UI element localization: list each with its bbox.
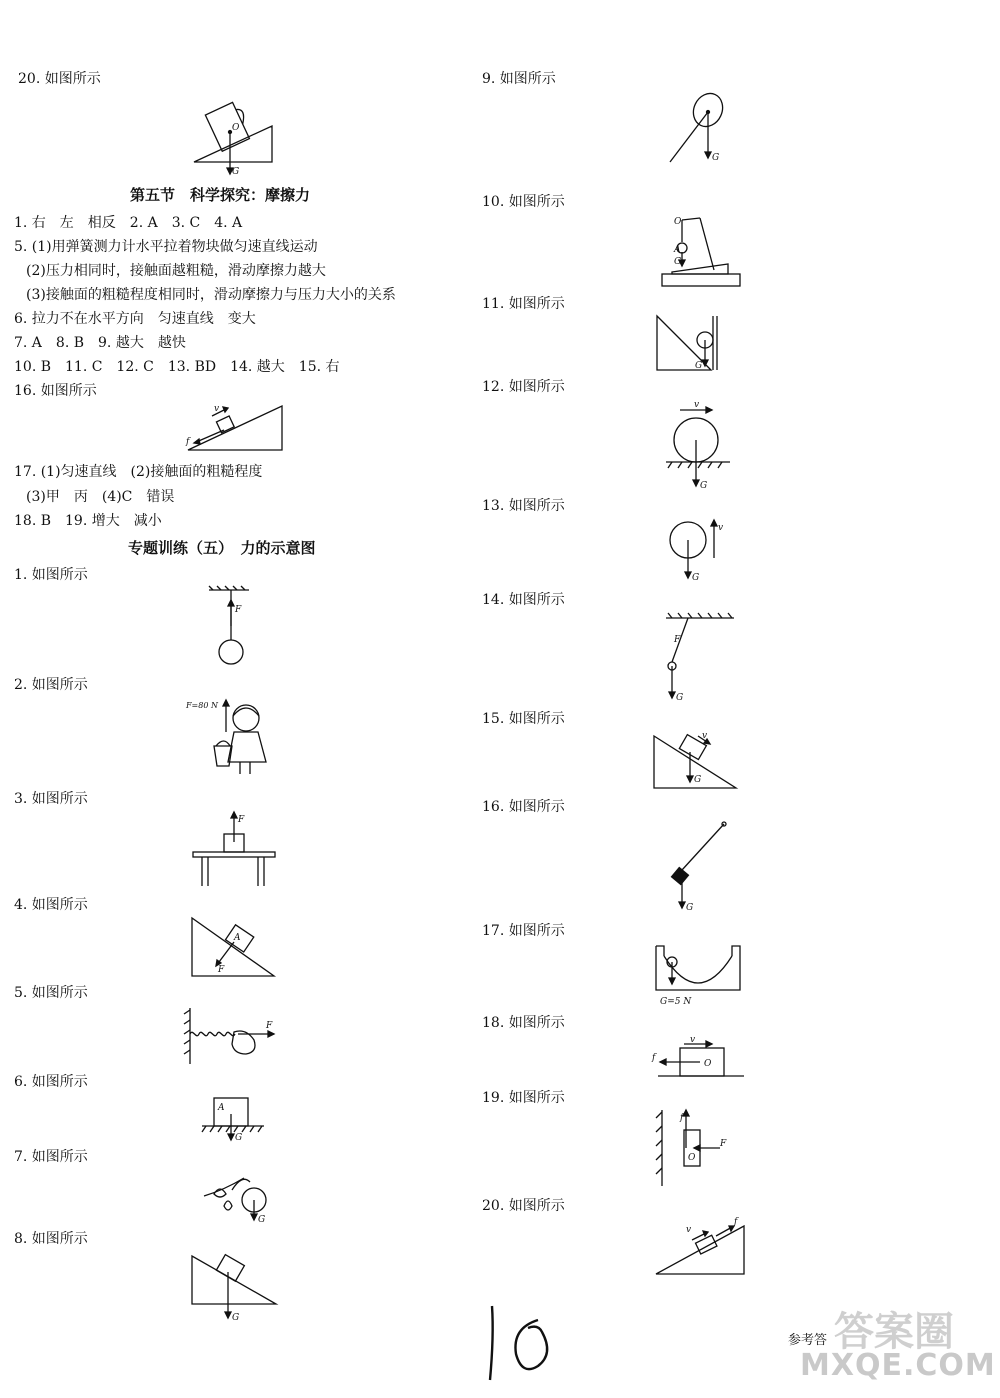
label-o: O [232, 123, 240, 133]
label-v: v [718, 523, 724, 533]
watermark-site: MXQE.COM [800, 1348, 996, 1383]
left-item-3: 3. 如图所示 [14, 791, 88, 807]
label-g: G [686, 903, 694, 913]
figure-apple-branch [200, 1170, 274, 1226]
label-g: G [676, 693, 684, 703]
right-item-20: 20. 如图所示 [482, 1198, 565, 1214]
figure-block-ground [198, 1094, 268, 1142]
figure-spring-hand [182, 1006, 282, 1068]
answer-line-1: 1. 右 左 相反 2. A 3. C 4. A [14, 215, 243, 231]
label-g: G [232, 167, 240, 177]
label-v: v [690, 1035, 696, 1045]
figure-rolling-ball [660, 398, 736, 492]
special-training-title: 专题训练（五） 力的示意图 [128, 539, 316, 557]
answer-line-5: 6. 拉力不在水平方向 匀速直线 变大 [14, 311, 256, 327]
figure-incline-block-friction [182, 398, 286, 458]
figure-ball-incline-wall [655, 314, 721, 372]
label-f80: F=80 N [186, 701, 218, 710]
label-o: O [674, 217, 682, 227]
label-g5: G=5 N [660, 997, 692, 1007]
label-o: O [688, 1153, 696, 1163]
label-g: G [232, 1313, 240, 1323]
label-g: G [712, 153, 720, 163]
right-item-9: 9. 如图所示 [482, 71, 556, 87]
label-g: G [674, 257, 682, 267]
answer-line-7: 10. B 11. C 12. C 13. BD 14. 越大 15. 右 [14, 359, 340, 375]
section5-title: 第五节 科学探究：摩擦力 [130, 186, 311, 204]
label-g: G [258, 1215, 266, 1225]
label-f: f [652, 1053, 656, 1063]
label-f-small: f [680, 1113, 684, 1123]
right-item-17: 17. 如图所示 [482, 923, 565, 939]
figure-incline-block-a [190, 914, 278, 980]
label-v: v [214, 404, 220, 414]
right-item-11: 11. 如图所示 [482, 296, 565, 312]
label-a: A [218, 1103, 225, 1113]
right-item-12: 12. 如图所示 [482, 379, 565, 395]
answer-line-3: (2)压力相同时，接触面越粗糙，滑动摩擦力越大 [26, 263, 326, 279]
label-f: f [734, 1217, 738, 1227]
answer-line-9: 17. (1)匀速直线 (2)接触面的粗糙程度 [14, 464, 263, 480]
figure-hanging-ball [205, 586, 255, 668]
figure-incline-cup [192, 92, 282, 177]
right-item-14: 14. 如图所示 [482, 592, 565, 608]
label-g: G [700, 481, 708, 491]
answer-line-6: 7. A 8. B 9. 越大 越快 [14, 335, 186, 351]
label-f: F [238, 815, 245, 825]
left-item-5: 5. 如图所示 [14, 985, 88, 1001]
label-g: G [694, 775, 702, 785]
figure-girl-bucket [186, 696, 282, 780]
label-v: v [702, 731, 708, 741]
left-item-7: 7. 如图所示 [14, 1149, 88, 1165]
label-g: G [692, 573, 700, 583]
label-f: F [266, 1021, 273, 1031]
answer-line-11: 18. B 19. 增大 减小 [14, 513, 162, 529]
figure-block-table [190, 808, 278, 888]
answer-line-4: (3)接触面的粗糙程度相同时，滑动摩擦力与压力大小的关系 [26, 287, 396, 303]
q20-label: 20. 如图所示 [18, 71, 101, 87]
handwritten-page-number [478, 1300, 568, 1384]
label-g: G [235, 1133, 243, 1143]
left-item-8: 8. 如图所示 [14, 1231, 88, 1247]
answer-line-10: (3)甲 丙 (4)C 错误 [26, 489, 175, 505]
figure-cube-string [666, 818, 732, 914]
footer-text: 参考答 [788, 1333, 828, 1348]
answer-line-2: 5. (1)用弹簧测力计水平拉着物块做匀速直线运动 [14, 239, 318, 255]
figure-block-wall [654, 1108, 734, 1188]
figure-slanted-string [658, 612, 738, 704]
right-item-15: 15. 如图所示 [482, 711, 565, 727]
label-a: A [234, 933, 241, 943]
figure-ball-upward [668, 518, 728, 584]
right-item-16: 16. 如图所示 [482, 799, 565, 815]
label-a: A [674, 245, 681, 255]
figure-u-channel [652, 942, 744, 1008]
answer-line-8: 16. 如图所示 [14, 383, 97, 399]
figure-incline-block-g [188, 1250, 280, 1324]
watermark-logo: 答案圈 [834, 1309, 954, 1355]
label-f: f [186, 437, 190, 447]
figure-incline-block-v [652, 730, 742, 792]
figure-lever-bracket [660, 212, 742, 290]
figure-block-sliding [652, 1034, 748, 1082]
label-f: F [720, 1139, 727, 1149]
right-item-10: 10. 如图所示 [482, 194, 565, 210]
right-item-19: 19. 如图所示 [482, 1090, 565, 1106]
left-item-1: 1. 如图所示 [14, 567, 88, 583]
label-f: F [674, 635, 681, 645]
left-item-2: 2. 如图所示 [14, 677, 88, 693]
label-v: v [694, 400, 700, 410]
label-f: F [235, 605, 242, 615]
left-item-4: 4. 如图所示 [14, 897, 88, 913]
right-item-13: 13. 如图所示 [482, 498, 565, 514]
label-v: v [686, 1225, 692, 1235]
left-item-6: 6. 如图所示 [14, 1074, 88, 1090]
figure-oval-rod [668, 90, 734, 166]
right-item-18: 18. 如图所示 [482, 1015, 565, 1031]
figure-incline-v-f [652, 1218, 748, 1278]
label-o: O [704, 1059, 712, 1069]
label-f: F [218, 965, 225, 975]
label-g: G [695, 361, 703, 371]
